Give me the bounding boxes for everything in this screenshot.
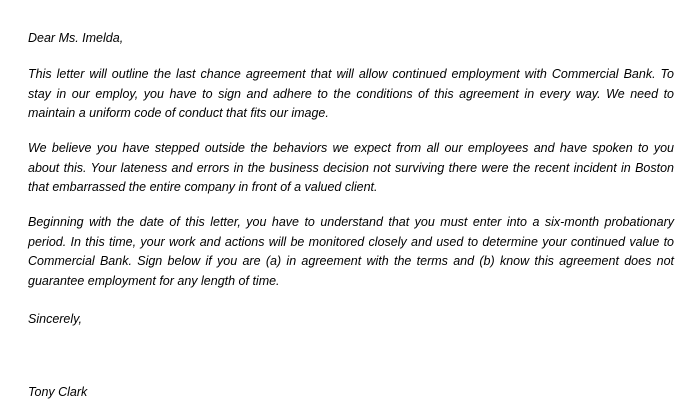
paragraph-probation: Beginning with the date of this letter, you have to understand that you must enter into a six-month probationary period. In this time, your work and actions will be monitored closely and used to determine your continued value to Commercial Bank. Sign below if you are (a) in agreement with the terms and (b) know this agreement does not guarantee employment for any length of time. <box>28 215 674 288</box>
paragraph-behavior: We believe you have stepped outside the behaviors we expect from all our employees and have spoken to you about this. Your lateness and errors in the business decision not surviving there were the recent incident in Boston that embarrassed the entire company in front of a valued client. <box>28 141 674 194</box>
closing: Sincerely, <box>28 312 82 326</box>
signature-name: Tony Clark <box>28 385 88 399</box>
paragraph-intro: This letter will outline the last chance agreement that will allow continued employment with Commercial Bank. To stay in our employ, you have to sign and adhere to the conditions of this agreement in every way. We need to maintain a uniform code of conduct that fits our image. <box>28 67 674 120</box>
salutation: Dear Ms. Imelda, <box>28 31 124 45</box>
